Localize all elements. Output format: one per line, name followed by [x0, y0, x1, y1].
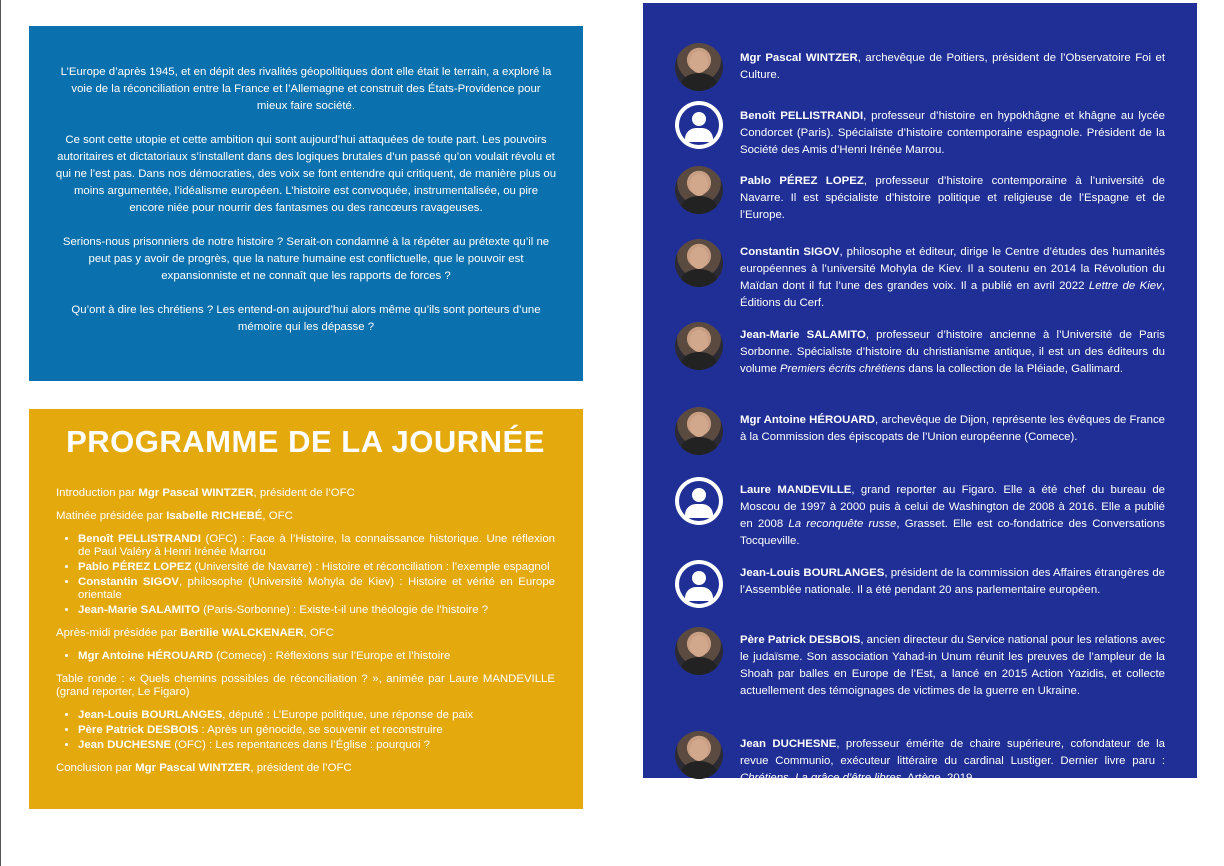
speaker-bio: [740, 327, 1165, 378]
item-text: , philosophe (Université Mohyla de Kiev) : Histoire et vérité en Europe orientale: [78, 576, 555, 601]
item-text: (OFC) : Face à l’Histoire, la connaissance historique. Une réflexion de Paul Valéry à Henri Irénée Marrou: [78, 533, 556, 558]
speaker-photo: [675, 627, 723, 675]
page-left-border: [0, 0, 1, 866]
item-text: (Paris-Sorbonne) : Existe-t-il une théologie de l’histoire ?: [199, 604, 489, 616]
item-text: : Après un génocide, se souvenir et reconstruire: [198, 724, 443, 736]
speaker-book-title: La reconquête russe: [788, 518, 897, 530]
speaker-bio: [740, 244, 1165, 312]
speaker-description: , professeur d’histoire ancienne à l’Université de Paris Sorbonne. Spécialiste d’histoire du christianisme antique, il est un des éditeurs du volume: [740, 329, 1165, 375]
speaker-bio: [740, 482, 1165, 550]
speaker-description: , ancien directeur du Service national pour les relations avec le judaïsme. Son association Yahad-in Unum réunit les preuves de l’ampleur de la Shoah par balles en Europe de l’Est, a lancé en 2015 Action Yazidis, et collecte actuellement des témoignages de victimes de la guerre en Ukraine.: [740, 634, 1165, 697]
table-ronde-list: [56, 709, 555, 752]
speaker-name: Mgr Pascal WINTZER: [740, 52, 858, 64]
speaker-bio: [740, 50, 1165, 84]
list-item: [78, 739, 555, 752]
item-text: (Comece) : Réflexions sur l’Europe et l’histoire: [213, 650, 451, 662]
item-text: (Université de Navarre) : Histoire et réconciliation : l’exemple espagnol: [191, 561, 550, 573]
matinee-list: [56, 533, 555, 617]
programme-matinee-text: Matinée présidée par: [56, 510, 167, 522]
list-item: [78, 650, 555, 663]
speaker-description: , professeur d’histoire en hypokhâgne et khâgne au lycée Condorcet (Paris). Spécialiste d’histoire contemporaine espagnole. Président de la Société des Amis d’Henri Irénée Marrou.: [740, 110, 1165, 156]
speaker-description: , archevêque de Poitiers, président de l’Observatoire Foi et Culture.: [740, 52, 1165, 81]
speaker-description-end: , Éditions du Cerf.: [740, 280, 1165, 309]
programme-introduction-text: Introduction par: [56, 487, 139, 499]
programme-introduction-name: Mgr Pascal WINTZER: [138, 487, 254, 499]
item-speaker: Jean DUCHESNE: [78, 739, 172, 751]
intro-box: [29, 26, 583, 381]
speaker-name: Pablo PÉREZ LOPEZ: [740, 175, 864, 187]
item-speaker: Mgr Antoine HÉROUARD: [78, 650, 213, 662]
speaker-photo: [675, 407, 723, 455]
programme-apres-midi-name: Bertilie WALCKENAER: [180, 627, 304, 639]
user-icon: [675, 560, 723, 608]
programme-introduction-text-end: , président de l’OFC: [253, 487, 355, 499]
item-text: , député : L’Europe politique, une réponse de paix: [222, 709, 474, 721]
programme-box: [29, 409, 583, 809]
user-icon: [675, 101, 723, 149]
speaker-name: Jean-Louis BOURLANGES: [740, 567, 885, 579]
speaker-photo: [675, 322, 723, 370]
speaker-description: , président de la commission des Affaires étrangères de l’Assemblée nationale. Il a été pendant 20 ans parlementaire européen.: [740, 567, 1165, 596]
speaker-description-end: dans la collection de la Pléiade, Gallimard.: [905, 363, 1124, 375]
item-speaker: Pablo PÉREZ LOPEZ: [78, 561, 192, 573]
speaker-bio: [740, 736, 1165, 787]
item-text: (OFC) : Les repentances dans l’Église : pourquoi ?: [171, 739, 431, 751]
speaker-book-title: Lettre de Kiev: [1088, 280, 1162, 292]
speaker-name: Père Patrick DESBOIS: [740, 634, 861, 646]
intro-paragraph: Qu’ont à dire les chrétiens ? Les entend-on aujourd’hui alors même qu’ils sont porteurs d’une mémoire qui les dépasse ?: [71, 304, 541, 333]
speaker-description: , grand reporter au Figaro. Elle a été chef du bureau de Moscou de 1997 à 2000 puis à celui de Washington de 2008 à 2016. Elle a publié en 2008: [740, 484, 1165, 530]
speakers-panel: [643, 3, 1197, 784]
programme-matinee-name: Isabelle RICHEBÉ: [166, 510, 263, 522]
programme-conclusion-text-end: , président de l’OFC: [250, 762, 352, 774]
list-item: [78, 604, 555, 617]
speaker-bio: [740, 173, 1165, 224]
programme-table-ronde: Table ronde : « Quels chemins possibles de réconciliation ? », animée par Laure MANDEVILLE (grand reporter, Le Figaro): [56, 673, 555, 698]
speaker-book-title: Chrétiens, La grâce d’être libres: [740, 772, 902, 784]
item-speaker: Jean-Louis BOURLANGES: [78, 709, 223, 721]
speaker-name: Mgr Antoine HÉROUARD: [740, 414, 875, 426]
programme-apres-midi-text: Après-midi présidée par: [56, 627, 181, 639]
speaker-book-title: Premiers écrits chrétiens: [779, 363, 906, 375]
programme-conclusion-name: Mgr Pascal WINTZER: [135, 762, 251, 774]
speaker-description: , philosophe et éditeur, dirige le Centre d’études des humanités européennes à l’université Mohyla de Kiev. Il a soutenu en 2014 la Révolution du Maïdan dont il fut l’une des grandes voix. Il a publié en avril 2022: [740, 246, 1165, 292]
item-speaker: Benoît PELLISTRANDI: [78, 533, 201, 545]
speaker-name: Laure MANDEVILLE: [740, 484, 852, 496]
speaker-description-end: , Artège, 2019: [901, 772, 973, 784]
programme-conclusion: [56, 762, 555, 775]
speaker-description: , professeur émérite de chaire supérieure, cofondateur de la revue Communio, exécuteur littéraire du cardinal Lustiger. Dernier livre paru :: [740, 738, 1165, 767]
speaker-name: Jean-Marie SALAMITO: [740, 329, 866, 341]
programme-matinee: [56, 510, 555, 523]
speaker-photo: [675, 43, 723, 91]
user-icon: [675, 477, 723, 525]
speaker-name: Constantin SIGOV: [740, 246, 840, 258]
list-item: [78, 709, 555, 722]
item-speaker: Jean-Marie SALAMITO: [78, 604, 200, 616]
speaker-bio: [740, 412, 1165, 446]
item-speaker: Constantin SIGOV: [78, 576, 179, 588]
list-item: [78, 533, 555, 559]
programme-title: PROGRAMME DE LA JOURNÉE: [66, 424, 545, 459]
list-item: [78, 724, 555, 737]
speaker-bio: [740, 565, 1165, 599]
programme-conclusion-text: Conclusion par: [56, 762, 136, 774]
speaker-photo: [675, 166, 723, 214]
list-item: [78, 561, 555, 574]
speaker-bio: [740, 632, 1165, 700]
intro-paragraph: L’Europe d’après 1945, et en dépit des rivalités géopolitiques dont elle était le terrain, a exploré la voie de la réconciliation entre la France et l’Allemagne et construit des États-Providence pour mieux faire société.: [60, 66, 552, 112]
apres-midi-list: [56, 650, 555, 663]
speaker-description: , archevêque de Dijon, représente les évêques de France à la Commission des épiscopats de l’Union européenne (Comece).: [740, 414, 1166, 443]
programme-matinee-text-end: , OFC: [262, 510, 293, 522]
programme-introduction: [56, 487, 555, 500]
speaker-description: , professeur d’histoire contemporaine à l’université de Navarre. Il est spécialiste d’histoire politique et religieuse de l’Espagne et de l’Europe.: [740, 175, 1165, 221]
programme-apres-midi-text-end: , OFC: [303, 627, 334, 639]
intro-paragraph: Serions-nous prisonniers de notre histoire ? Serait-on condamné à la répéter au prétexte qu’il ne peut pas y avoir de progrès, que la nature humaine est conflictuelle, que le pouvoir est expansionniste et ne connaît que les rapports de forces ?: [62, 236, 550, 282]
speaker-bio: [740, 108, 1165, 159]
intro-paragraph: Ce sont cette utopie et cette ambition qui sont aujourd’hui attaquées de toute part. Les pouvoirs autoritaires et dictatoriaux s’installent dans des logiques brutales d’un passé qu’on voulait révolu et qui ne l’est pas. Dans nos démocraties, des voix se font entendre qui critiquent, de manière plus ou moins argumentée, l’idéalisme européen. L’histoire est convoquée, instrumentalisée, ou pire encore niée pour nourrir des fantasmes ou des rancœurs ravageuses.: [55, 134, 557, 214]
speaker-photo: [675, 731, 723, 779]
speaker-name: Benoît PELLISTRANDI: [740, 110, 864, 122]
programme-apres-midi: [56, 627, 555, 640]
speaker-description-end: , Grasset. Elle est co-fondatrice des Conversations Tocqueville.: [740, 518, 1165, 547]
item-speaker: Père Patrick DESBOIS: [78, 724, 199, 736]
list-item: [78, 576, 555, 602]
speaker-name: Jean DUCHESNE: [740, 738, 837, 750]
speaker-photo: [675, 239, 723, 287]
